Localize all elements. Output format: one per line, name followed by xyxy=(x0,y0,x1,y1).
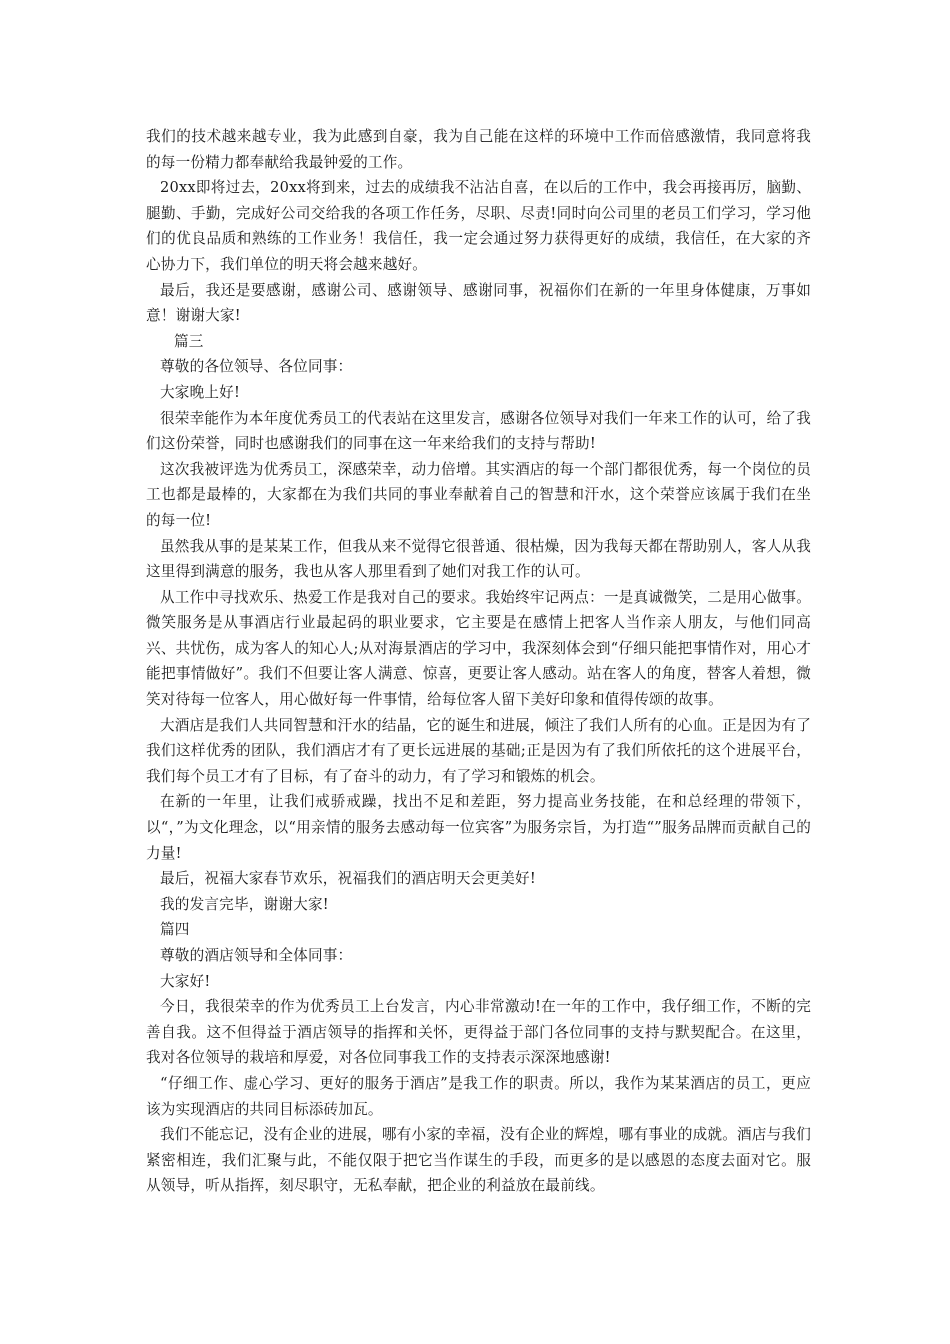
paragraph-20: 我们不能忘记，没有企业的进展，哪有小家的幸福，没有企业的辉煌，哪有事业的成就。酒店与我们紧密相连，我们汇聚与此，不能仅限于把它当作谋生的手段，而更多的是以感恩的态度去面对它。服从领导，听从指挥，刻尽职守，无私奉献，把企业的利益放在最前线。 xyxy=(146,1126,811,1195)
paragraph-7: 很荣幸能作为本年度优秀员工的代表站在这里发言，感谢各位领导对我们一年来工作的认可，给了我们这份荣誉，同时也感谢我们的同事在这一年来给我们的支持与帮助! xyxy=(146,409,811,453)
paragraph-3: 最后，我还是要感谢，感谢公司、感谢领导、感谢同事，祝福你们在新的一年里身体健康，万事如意！谢谢大家! xyxy=(146,281,811,325)
section-heading-3: 篇三 xyxy=(174,332,204,350)
paragraph-12: 在新的一年里，让我们戒骄戒躁，找出不足和差距，努力提高业务技能，在和总经理的带领下，以“，”为文化理念，以“用亲情的服务去感动每一位宾客”为服务宗旨，为打造“”服务品牌而贡献自己的力量! xyxy=(146,793,811,862)
paragraph-2: 20xx即将过去，20xx将到来，过去的成绩我不沾沾自喜，在以后的工作中，我会再接再厉，脑勤、腿勤、手勤，完成好公司交给我的各项工作任务，尽职、尽责!同时向公司里的老员工们学习，学习他们的优良品质和熟练的工作业务！我信任，我一定会通过努力获得更好的成绩，我信任，在大家的齐心协力下，我们单位的明天将会越来越好。 xyxy=(146,179,811,273)
paragraph-19: “仔细工作、虚心学习、更好的服务于酒店”是我工作的职责。所以，我作为某某酒店的员工，更应该为实现酒店的共同目标添砖加瓦。 xyxy=(146,1074,811,1118)
paragraph-13: 最后，祝福大家春节欢乐，祝福我们的酒店明天会更美好! xyxy=(160,870,536,888)
section-heading-4: 篇四 xyxy=(160,921,190,939)
paragraph-10: 从工作中寻找欢乐、热爱工作是我对自己的要求。我始终牢记两点：一是真诚微笑，二是用心做事。微笑服务是从事酒店行业最起码的职业要求，它主要是在感情上把客人当作亲人朋友，与他们同高兴、共忧伤，成为客人的知心人;从对海景酒店的学习中，我深刻体会到“仔细只能把事情作对，用心才能把事情做好”。我们不但要让客人满意、惊喜，更要让客人感动。站在客人的角度，替客人着想，微笑对待每一位客人，用心做好每一件事情，给每位客人留下美好印象和值得传颂的故事。 xyxy=(146,588,811,709)
paragraph-14: 我的发言完毕，谢谢大家! xyxy=(160,895,329,913)
document-body xyxy=(146,124,811,1199)
paragraph-9: 虽然我从事的是某某工作，但我从来不觉得它很普通、很枯燥，因为我每天都在帮助别人，客人从我这里得到满意的服务，我也从客人那里看到了她们对我工作的认可。 xyxy=(146,537,811,581)
salutation-3: 尊敬的各位领导、各位同事： xyxy=(160,358,353,376)
salutation-4: 尊敬的酒店领导和全体同事： xyxy=(160,947,353,964)
paragraph-11: 大酒店是我们人共同智慧和汗水的结晶，它的诞生和进展，倾注了我们人所有的心血。正是因为有了我们这样优秀的团队，我们酒店才有了更长远进展的基础;正是因为有了我们所依托的这个进展平台，我们每个员工才有了目标，有了奋斗的动力，有了学习和锻炼的机会。 xyxy=(146,716,811,785)
paragraph-8: 这次我被评选为优秀员工，深感荣幸，动力倍增。其实酒店的每一个部门都很优秀，每一个岗位的员工也都是最棒的，大家都在为我们共同的事业奉献着自己的智慧和汗水，这个荣誉应该属于我们在坐的每一位! xyxy=(146,460,811,529)
paragraph-1: 我们的技术越来越专业，我为此感到自豪，我为自己能在这样的环境中工作而倍感激情，我同意将我的每一份精力都奉献给我最钟爱的工作。 xyxy=(146,128,811,171)
greeting-3: 大家晚上好! xyxy=(160,383,241,401)
greeting-4: 大家好! xyxy=(160,972,211,990)
paragraph-18: 今日，我很荣幸的作为优秀员工上台发言，内心非常激动!在一年的工作中，我仔细工作，不断的完善自我。这不但得益于酒店领导的指挥和关怀，更得益于部门各位同事的支持与默契配合。在这里，我对各位领导的栽培和厚爱，对各位同事我工作的支持表示深深地感谢! xyxy=(146,998,811,1067)
